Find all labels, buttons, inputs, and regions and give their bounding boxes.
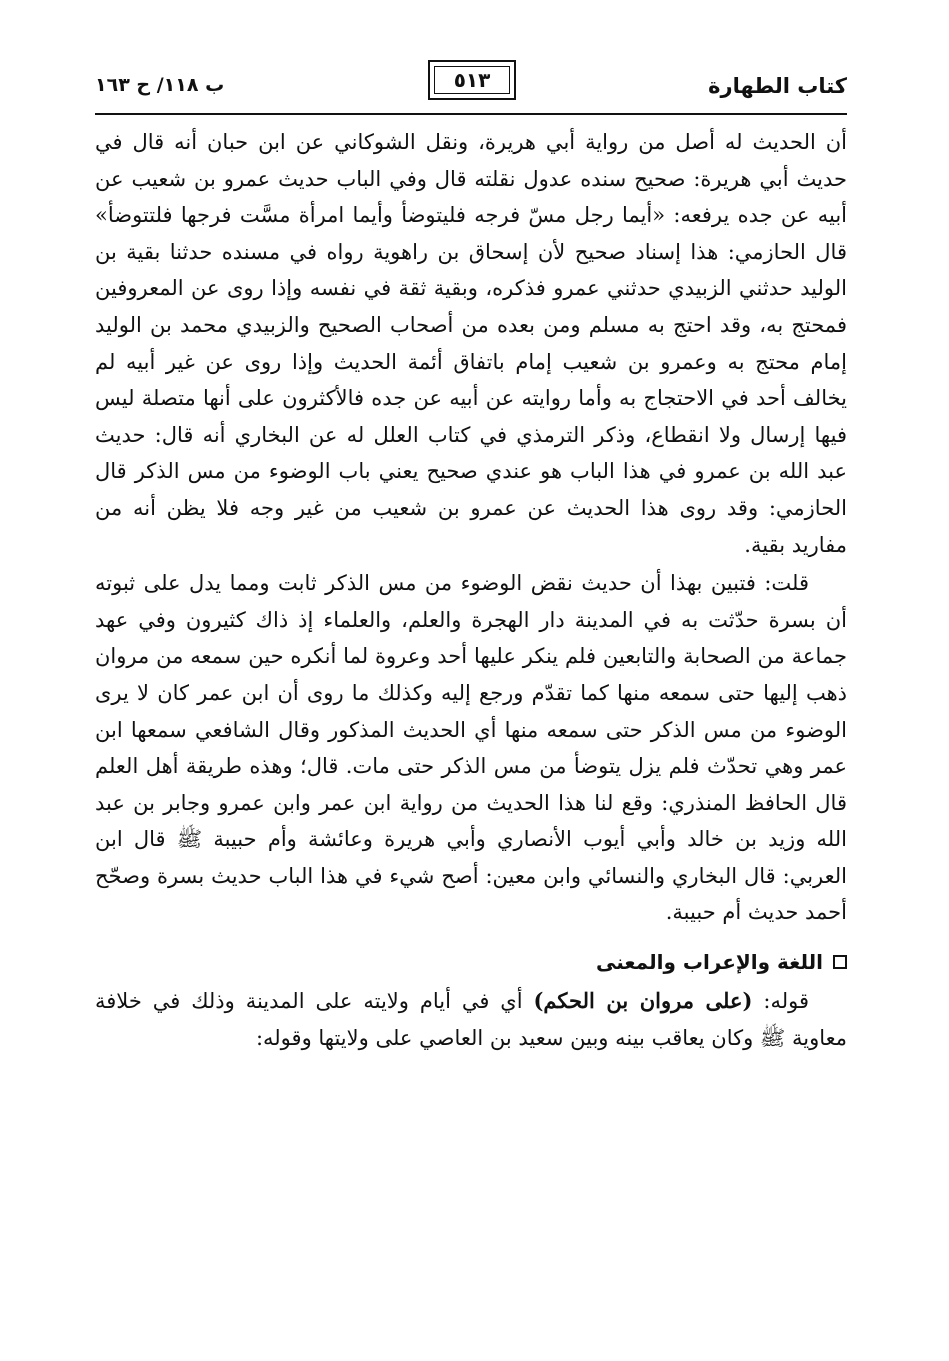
paragraph-3 (95, 983, 847, 1056)
page-header (95, 60, 847, 110)
section-heading-text: اللغة والإعراب والمعنى (595, 950, 823, 975)
paragraph-2: قلت: فتبين بهذا أن حديث نقض الوضوء من مس الذكر ثابت ومما يدل على ثبوته أن بسرة حدّثت به في المدينة دار الهجرة والعلم، والعلماء إذ ذاك كثيرون وفي عهد جماعة من الصحابة والتابعين فلم ينكر عليها أحد وعروة لما أنكره حين سمعه من مروان ذهب إليها حتى سمعه منها كما تقدّم ورجع إليه وكذلك ما روى أن ابن عمر كان لا يرى الوضوء من مس الذكر حتى سمعه منها أي الحديث المذكور وقال الشافعي سمعها ابن عمر وهي تحدّث فلم يزل يتوضأ من مس الذكر حتى مات. قال؛ وهذه طريقة أهل العلم قال الحافظ المنذري: وقع لنا هذا الحديث من رواية ابن عمر وابن عمرو وجابر بن عبد الله وزيد بن خالد وأبي أيوب الأنصاري وأبي هريرة وعائشة وأم حبيبة ﷺ قال ابن العربي: قال البخاري والنسائي وابن معين: أصح شيء في هذا الباب حديث بسرة وصحّح أحمد حديث أم حبيبة. (95, 571, 847, 925)
page-number: ٥١٣ (453, 68, 491, 92)
paragraph-3-rest: أي في أيام ولايته على المدينة وذلك في خلافة معاوية ﷺ وكان يعاقب بينه وبين سعيد بن العاصي على ولايتها وقوله: (95, 989, 847, 1050)
paragraph-3-lead: قوله: (752, 989, 809, 1014)
page-number-frame (428, 60, 516, 100)
header-divider (95, 113, 847, 115)
book-title: كتاب الطهارة (708, 74, 847, 98)
section-heading (95, 945, 847, 979)
manuscript-reference: ب ١١٨/ ح ١٦٣ (95, 74, 225, 96)
paragraph-3-quoted-term: (على مروان بن الحكم) (533, 988, 753, 1014)
page-body (95, 124, 847, 1056)
square-bullet-icon (833, 955, 847, 969)
paragraph-1: أن الحديث له أصل من رواية أبي هريرة، ونقل الشوكاني عن ابن حبان أنه قال في حديث أبي هريرة: صحيح سنده عدول نقلته قال وفي الباب حديث عمرو بن شعيب عن أبيه عن جده يرفعه: «أيما رجل مسّ فرجه فليتوضأ وأيما امرأة مسَّت فرجها فلتتوضأ» قال الحازمي: هذا إسناد صحيح لأن إسحاق بن راهوية رواه في مسنده حدثنا بقية بن الوليد حدثني الزبيدي حدثني عمرو فذكره، وبقية ثقة في نفسه وإذا روى عن المعروفين فمحتج به، وقد احتج به مسلم ومن بعده من أصحاب الصحيح والزبيدي محمد بن الوليد إمام محتج به وعمرو بن شعيب إمام باتفاق أئمة الحديث وإذا روى عن غير أبيه لم يخالف أحد في الاحتجاج به وأما روايته عن أبيه عن جده فالأكثرون على أنها متصلة ليس فيها إرسال ولا انقطاع، وذكر الترمذي في كتاب العلل له عن البخاري أنه قال: حديث عبد الله بن عمرو في هذا الباب هو عندي صحيح يعني باب الوضوء من مس الذكر قال الحازمي: وقد روى هذا الحديث عن عمرو بن شعيب من غير وجه فلا يظن أنه من مفاريد بقية. (95, 130, 847, 557)
